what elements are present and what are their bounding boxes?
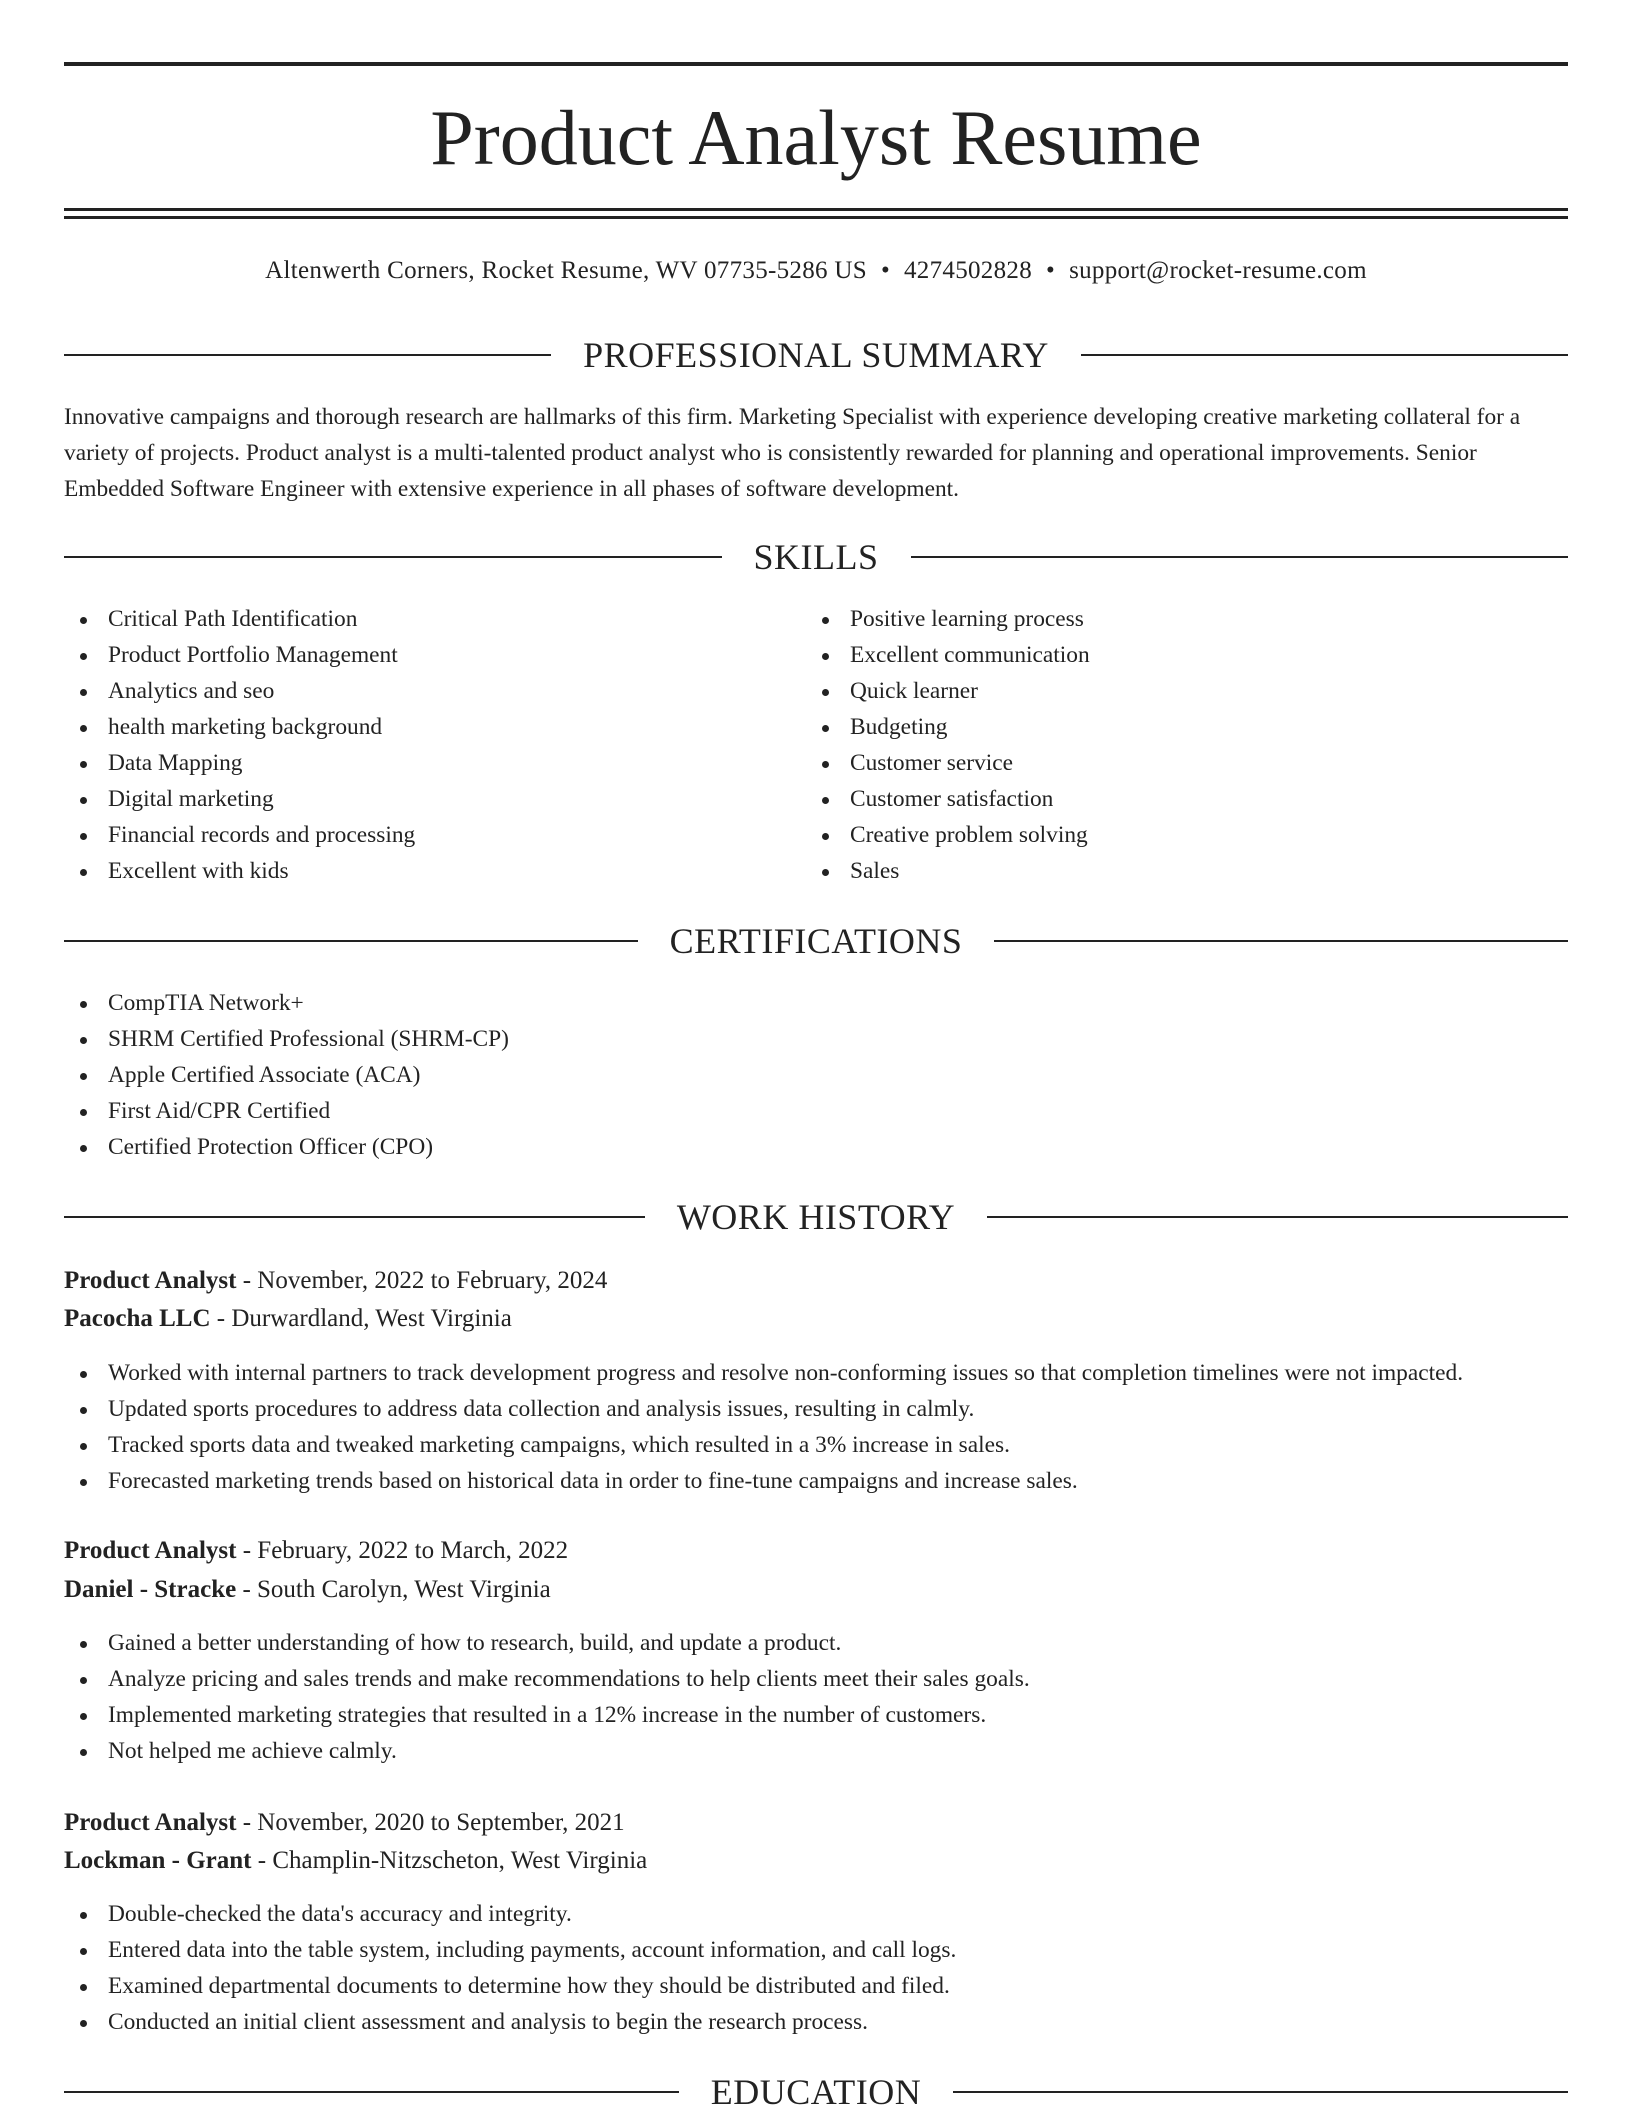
job-duty-item: Examined departmental documents to determine how they should be distributed and filed. (64, 1968, 1568, 2004)
summary-text: Innovative campaigns and thorough research are hallmarks of this firm. Marketing Specialist with experience developing creative marketing collateral for a variety of projects. Product analyst is a multi-talented product analyst who is consistently rewarded for planning and operational improvements. Senior Embedded Software Engineer with extensive experience in all phases of software development. (64, 404, 1521, 502)
contact-phone: 4274502828 (904, 257, 1032, 284)
certifications-list (64, 985, 1064, 1165)
heading-rule (953, 2091, 1568, 2093)
heading-rule (64, 556, 722, 558)
job-duty-item: Forecasted marketing trends based on historical data in order to fine-tune campaigns and increase sales. (64, 1463, 1568, 1499)
skill-item: Data Mapping (64, 745, 764, 781)
section-title: CERTIFICATIONS (669, 921, 963, 961)
job-company: Pacocha LLC (64, 1305, 211, 1332)
job-location: - Durwardland, West Virginia (210, 1305, 512, 1332)
heading-rule (987, 1216, 1568, 1218)
skill-item: Excellent with kids (64, 853, 764, 889)
page-title: Product Analyst Resume (430, 94, 1202, 181)
job-duty-item: Not helped me achieve calmly. (64, 1733, 1568, 1769)
job-dates: - November, 2020 to September, 2021 (236, 1809, 625, 1836)
certification-item: SHRM Certified Professional (SHRM-CP) (64, 1021, 1064, 1057)
contact-separator: • (1046, 257, 1056, 284)
section-heading-certifications (64, 921, 1568, 961)
heading-rule (64, 2091, 679, 2093)
skill-item: Analytics and seo (64, 673, 764, 709)
certification-item: Apple Certified Associate (ACA) (64, 1057, 1064, 1093)
job-role: Product Analyst (64, 1537, 237, 1564)
top-rule (64, 62, 1568, 66)
job-company-line (64, 1842, 1568, 1880)
job-dates: - November, 2022 to February, 2024 (236, 1267, 608, 1294)
job-role: Product Analyst (64, 1809, 237, 1836)
job-duty-item: Double-checked the data's accuracy and integrity. (64, 1896, 1568, 1932)
job-company: Lockman - Grant (64, 1847, 252, 1874)
job-dates: - February, 2022 to March, 2022 (236, 1537, 569, 1564)
job-duty-item: Gained a better understanding of how to research, build, and update a product. (64, 1625, 1568, 1661)
job-title-line (64, 1804, 1568, 1842)
title-rule-lower (64, 216, 1568, 219)
job-duty-item: Analyze pricing and sales trends and make recommendations to help clients meet their sales goals. (64, 1661, 1568, 1697)
section-heading-skills (64, 537, 1568, 577)
contact-email: support@rocket-resume.com (1069, 257, 1367, 284)
skill-item: Quick learner (806, 673, 1506, 709)
contact-separator: • (880, 257, 890, 284)
job-title-line (64, 1262, 1568, 1300)
section-heading-education (64, 2072, 1568, 2112)
skill-item: Financial records and processing (64, 817, 764, 853)
heading-rule (1081, 354, 1568, 356)
job-duty-item: Entered data into the table system, including payments, account information, and call logs. (64, 1932, 1568, 1968)
certification-item: First Aid/CPR Certified (64, 1093, 1064, 1129)
job-duty-item: Updated sports procedures to address data collection and analysis issues, resulting in calmly. (64, 1391, 1568, 1427)
job-company: Daniel - Stracke (64, 1576, 237, 1603)
skill-item: Positive learning process (806, 601, 1506, 637)
certification-item: CompTIA Network+ (64, 985, 1064, 1021)
section-title: SKILLS (753, 537, 879, 577)
section-heading-work-history (64, 1197, 1568, 1237)
heading-rule (911, 556, 1569, 558)
job-duty-item: Conducted an initial client assessment and analysis to begin the research process. (64, 2004, 1568, 2040)
section-heading-summary (64, 335, 1568, 375)
skill-item: Excellent communication (806, 637, 1506, 673)
job-location: - Champlin-Nitzscheton, West Virginia (251, 1847, 648, 1874)
skills-list-right (806, 601, 1506, 889)
skill-item: Digital marketing (64, 781, 764, 817)
heading-rule (64, 940, 638, 942)
skills-list-left (64, 601, 764, 889)
job-duty-item: Implemented marketing strategies that resulted in a 12% increase in the number of customers. (64, 1697, 1568, 1733)
skill-item: Budgeting (806, 709, 1506, 745)
job-duties-list (64, 1355, 1568, 1499)
section-title: PROFESSIONAL SUMMARY (583, 335, 1049, 375)
job-duties-list (64, 1896, 1568, 2040)
title-rule-upper (64, 208, 1568, 211)
skill-item: Sales (806, 853, 1506, 889)
job-duties-list (64, 1625, 1568, 1769)
skill-item: Customer satisfaction (806, 781, 1506, 817)
section-title: WORK HISTORY (676, 1197, 956, 1237)
job-company-line (64, 1571, 1568, 1609)
skill-item: health marketing background (64, 709, 764, 745)
contact-address: Altenwerth Corners, Rocket Resume, WV 07735-5286 US (265, 257, 867, 284)
job-role: Product Analyst (64, 1267, 237, 1294)
skill-item: Critical Path Identification (64, 601, 764, 637)
heading-rule (64, 1216, 645, 1218)
contact-line (64, 254, 1568, 288)
skill-item: Customer service (806, 745, 1506, 781)
job-location: - South Carolyn, West Virginia (236, 1576, 551, 1603)
heading-rule (994, 940, 1568, 942)
certification-item: Certified Protection Officer (CPO) (64, 1129, 1064, 1165)
job-company-line (64, 1300, 1568, 1338)
section-title: EDUCATION (710, 2072, 922, 2112)
job-duty-item: Worked with internal partners to track development progress and resolve non-conforming issues so that completion timelines were not impacted. (64, 1355, 1568, 1391)
skill-item: Product Portfolio Management (64, 637, 764, 673)
job-duty-item: Tracked sports data and tweaked marketing campaigns, which resulted in a 3% increase in sales. (64, 1427, 1568, 1463)
heading-rule (64, 354, 551, 356)
job-title-line (64, 1532, 1568, 1570)
skill-item: Creative problem solving (806, 817, 1506, 853)
